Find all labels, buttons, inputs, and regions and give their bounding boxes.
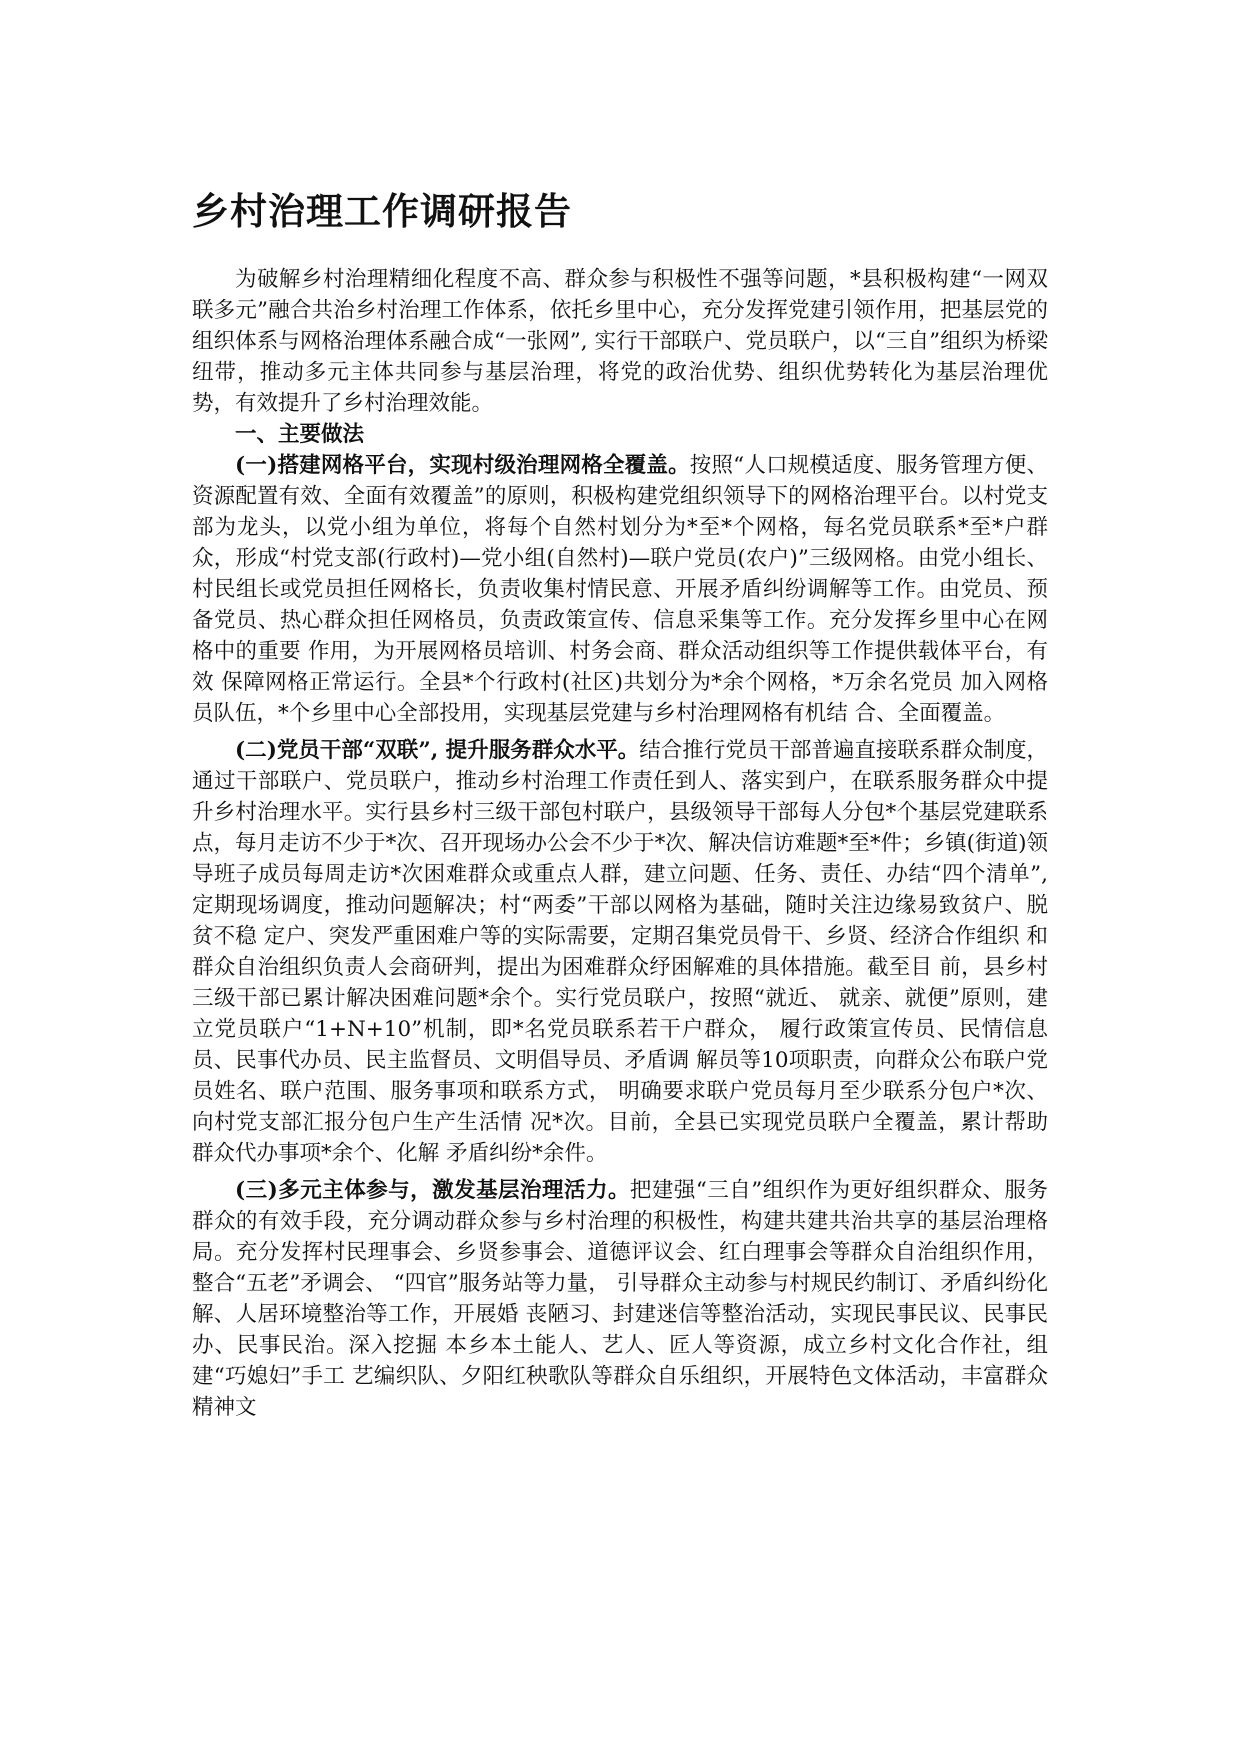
- subsection-heading: (二)党员干部“双联”, 提升服务群众水平。: [235, 738, 640, 763]
- subsection-body: 结合推行党员干部普遍直接联系群众制度，通过干部联户、党员联户，推动乡村治理工作责任到人、落实到户，在联系服务群众中提升乡村治理水平。实行县乡村三级干部包村联户，县级领导干部每人分包*个基层党建联系点，每月走访不少于*次、召开现场办公会不少于*次、解决信访难题*至*件；乡镇(街道)领导班子成员每周走访*次困难群众或重点人群，建立问题、任务、责任、办结“四个清单”, 定期现场调度，推动问题解决；村“两委”干部以网格为基础，随时关注边缘易致贫户、脱贫不稳 定户、突发严重困难户等的实际需要，定期召集党员骨干、乡贤、经济合作组织 和群众自治组织负责人会商研判，提出为困难群众纾困解难的具体措施。截至目 前，县乡村三级干部已累计解决困难问题*余个。实行党员联户，按照“就近、 就亲、就便”原则，建立党员联户“1+N+10”机制，即*名党员联系若干户群众， 履行政策宣传员、民情信息员、民事代办员、民主监督员、文明倡导员、矛盾调 解员等10项职责，向群众公布联户党员姓名、联户范围、服务事项和联系方式， 明确要求联户党员每月至少联系分包户*次、向村党支部汇报分包户生产生活情 况*次。目前，全县已实现党员联户全覆盖，累计帮助群众代办事项*余个、化解 矛盾纠纷*余件。: [192, 738, 1048, 1166]
- subsection-body: 按照“人口规模适度、服务管理方便、资源配置有效、全面有效覆盖”的原则，积极构建党组织领导下的网格治理平台。以村党支部为龙头，以党小组为单位，将每个自然村划分为*至*个网格，每名党员联系*至*户群众，形成“村党支部(行政村)—党小组(自然村)—联户党员(农户)”三级网格。由党小组长、村民组长或党员担任网格长，负责收集村情民意、开展矛盾纠纷调解等工作。由党员、预备党员、热心群众担任网格员，负责政策宣传、信息采集等工作。充分发挥乡里中心在网格中的重要 作用，为开展网格员培训、村务会商、群众活动组织等工作提供载体平台，有效 保障网格正常运行。全县*个行政村(社区)共划分为*余个网格，*万余名党员 加入网格员队伍，*个乡里中心全部投用，实现基层党建与乡村治理网格有机结 合、全面覆盖。: [192, 453, 1048, 726]
- document-title: 乡村治理工作调研报告: [192, 190, 572, 233]
- subsection-dual-contact: [192, 735, 1048, 1169]
- subsection-heading: (一)搭建网格平台，实现村级治理网格全覆盖。: [235, 453, 690, 478]
- subsection-heading: (三)多元主体参与，激发基层治理活力。: [235, 1178, 630, 1203]
- subsection-multi-participation: [192, 1175, 1048, 1423]
- intro-paragraph: 为破解乡村治理精细化程度不高、群众参与积极性不强等问题，*县积极构建“一网双联多元”融合共治乡村治理工作体系，依托乡里中心，充分发挥党建引领作用，把基层党的组织体系与网格治理体系融合成“一张网”, 实行干部联户、党员联户，以“三自”组织为桥梁纽带，推动多元主体共同参与基层治理，将党的政治优势、组织优势转化为基层治理优势，有效提升了乡村治理效能。: [192, 267, 1048, 416]
- document-page: [192, 188, 1048, 1423]
- subsection-grid-platform: [192, 450, 1048, 729]
- section-heading-main-practices: 一、主要做法: [235, 422, 365, 447]
- subsection-body: 把建强“三自”组织作为更好组织群众、服务群众的有效手段，充分调动群众参与乡村治理的积极性，构建共建共治共享的基层治理格局。充分发挥村民理事会、乡贤参事会、道德评议会、红白理事会等群众自治组织作用，整合“五老”矛调会、 “四官”服务站等力量， 引导群众主动参与村规民约制订、矛盾纠纷化解、人居环境整治等工作，开展婚 丧陋习、封建迷信等整治活动，实现民事民议、民事民办、民事民治。深入挖掘 本乡本土能人、艺人、匠人等资源，成立乡村文化合作社，组建“巧媳妇”手工 艺编织队、夕阳红秧歌队等群众自乐组织，开展特色文体活动，丰富群众精神文: [192, 1178, 1048, 1420]
